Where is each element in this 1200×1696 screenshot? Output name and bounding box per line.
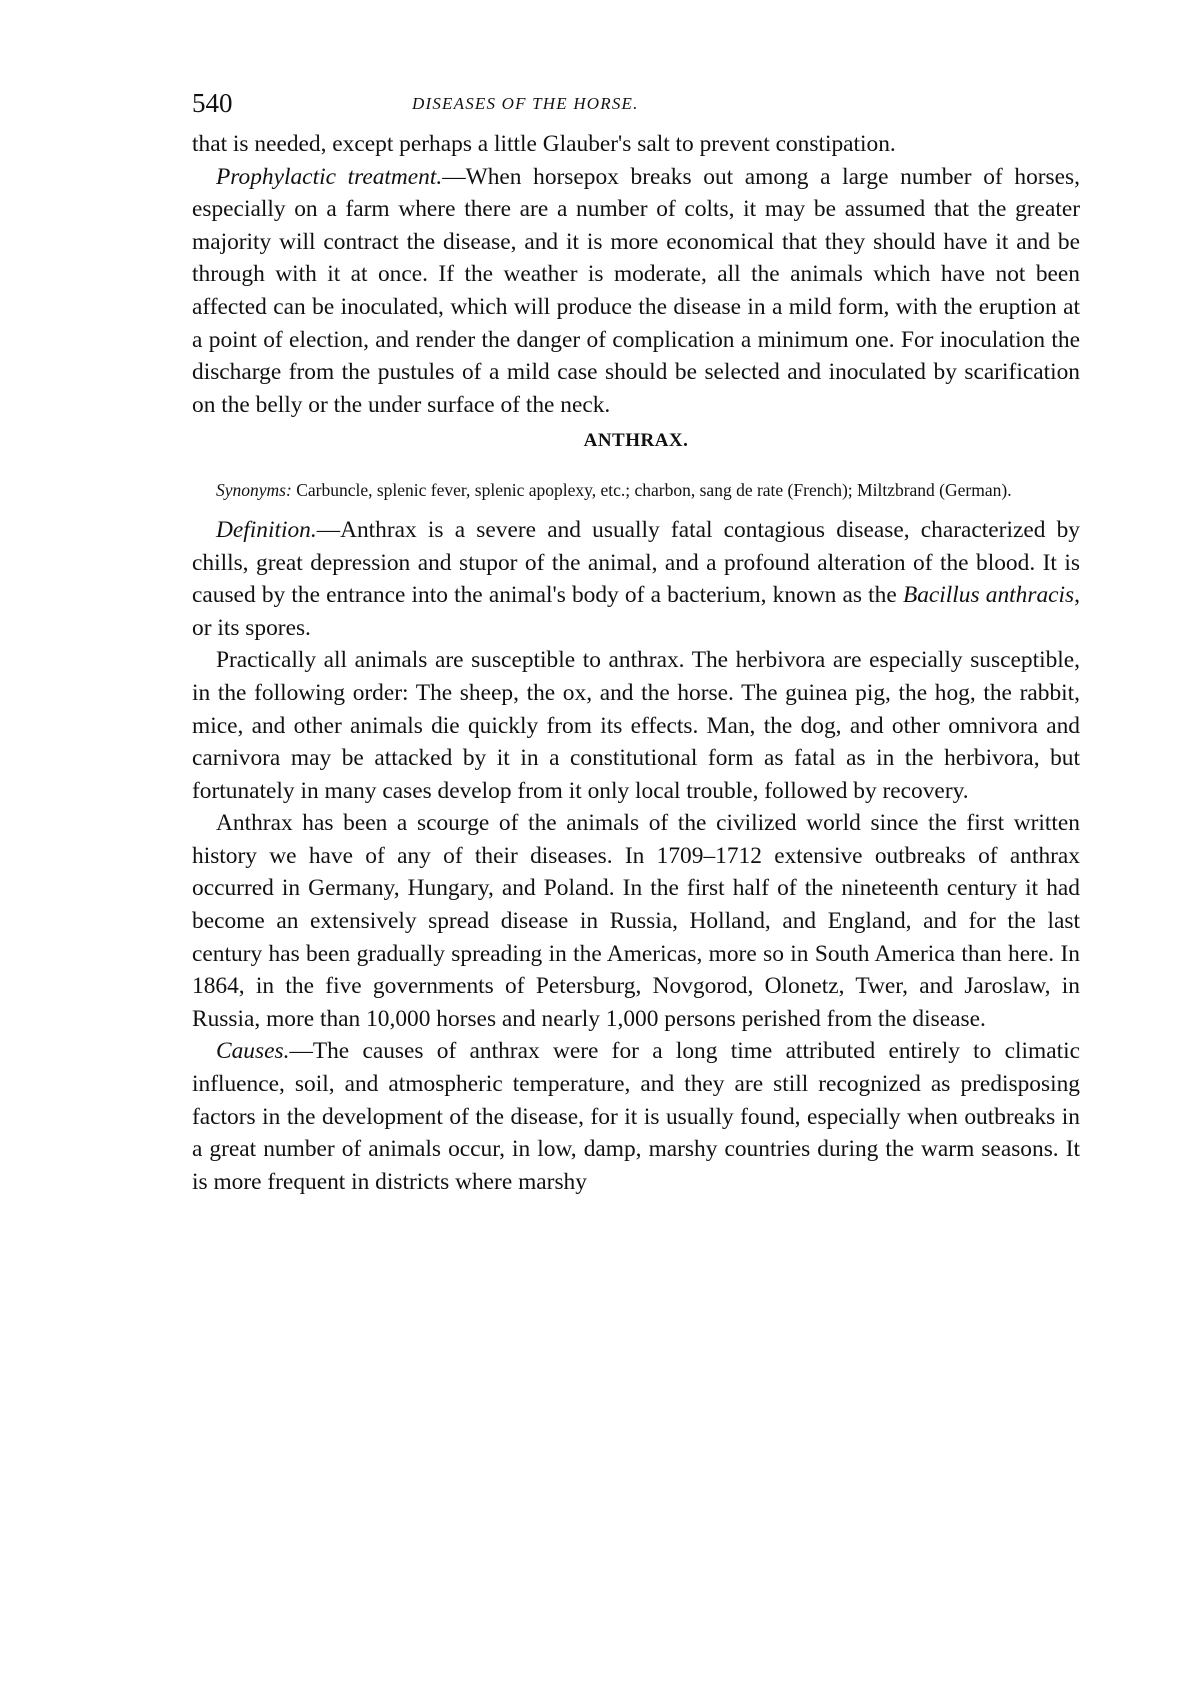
book-page bbox=[192, 88, 1080, 1198]
running-head bbox=[192, 88, 1080, 128]
paragraph-causes bbox=[192, 1035, 1080, 1198]
body-text bbox=[192, 128, 1080, 1198]
paragraph-text: —The causes of anthrax were for a long time attributed entirely to climatic influence, soil, and atmospheric temperature, and they are still recognized as predisposing factors in the development of the disease, for it is usually found, especially when outbreaks in a great number of animals occur, in low, damp, marshy countries during the warm seasons. It is more frequent in districts where marshy bbox=[192, 1038, 1080, 1195]
paragraph-glaubers-salt: that is needed, except perhaps a little Glauber's salt to prevent constipation. bbox=[192, 131, 896, 157]
synonyms-note bbox=[192, 476, 1080, 504]
running-title: DISEASES OF THE HORSE. bbox=[412, 94, 639, 113]
synonyms-lead: Synonyms: bbox=[216, 479, 292, 500]
paragraph-history: Anthrax has been a scourge of the animals of the civilized world since the first written history we have of any of their diseases. In 1709–1712 extensive outbreaks of anthrax occurred in Germany, Hungary, and Poland. In the first half of the nineteenth century it had become an extensively spread disease in Russia, Holland, and England, and for the last century has been gradually spreading in the Americas, more so in South America than here. In 1864, in the five governments of Petersburg, Novgorod, Olonetz, Twer, and Jaroslaw, in Russia, more than 10,000 horses and nearly 1,000 persons perished from the disease. bbox=[192, 810, 1080, 1032]
section-title-anthrax: ANTHRAX. bbox=[583, 430, 689, 452]
paragraph-lead: Definition. bbox=[216, 516, 317, 543]
synonyms-text: Carbuncle, splenic fever, splenic apoplexy, etc.; charbon, sang de rate (French); Miltzbrand (German). bbox=[291, 479, 1012, 500]
paragraph-text: , or its spores. bbox=[192, 582, 1080, 641]
paragraph-susceptibility: Practically all animals are susceptible to anthrax. The herbivora are especially susceptible, in the following order: The sheep, the ox, and the horse. The guinea pig, the hog, the rabbit, mice, and other animals die quickly from its effects. Man, the dog, and other omnivora and carnivora may be attacked by it in a constitutional form as fatal as in the herbivora, but fortunately in many cases develop from it only local trouble, followed by recovery. bbox=[192, 647, 1080, 804]
paragraph-lead: Causes. bbox=[216, 1038, 290, 1065]
paragraph-definition bbox=[192, 514, 1080, 644]
paragraph-lead: Prophylactic treatment. bbox=[216, 163, 443, 190]
paragraph-text: —When horsepox breaks out among a large number of horses, especially on a farm where there are a number of colts, it may be assumed that the greater majority will contract the disease, and it is more economical that they should have it and be through with it at once. If the weather is moderate, all the animals which have not been affected can be inoculated, which will produce the disease in a mild form, with the eruption at a point of election, and render the danger of complication a minimum one. For inoculation the discharge from the pustules of a mild case should be selected and inoculated by scarification on the belly or the under surface of the neck. bbox=[192, 163, 1080, 418]
paragraph-text: —Anthrax is a severe and usually fatal contagious disease, characterized by chills, great depression and stupor of the animal, and a profound alteration of the blood. It is caused by the entrance into the animal's body of a bacterium, known as the bbox=[192, 516, 1080, 609]
page-number: 540 bbox=[192, 88, 233, 118]
bacillus-name: Bacillus anthracis bbox=[902, 582, 1075, 609]
paragraph-prophylactic-treatment bbox=[192, 161, 1080, 422]
